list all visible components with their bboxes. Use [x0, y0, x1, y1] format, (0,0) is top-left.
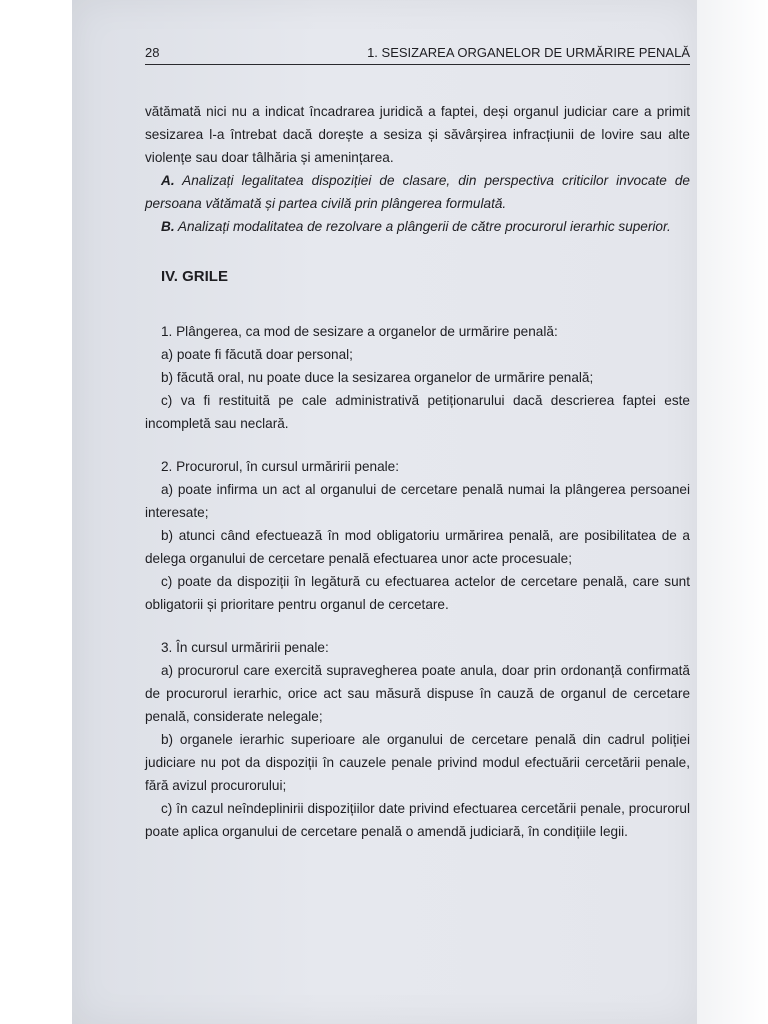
task-label: A. [161, 173, 175, 188]
running-header [145, 40, 690, 65]
page-number: 28 [145, 45, 160, 60]
intro-paragraph [145, 100, 690, 169]
intro-line: primit sesizarea l-a întrebat dacă dorește a sesiza și săvârșirea infracțiunii de lovire [145, 104, 690, 142]
task-text: Analizați modalitatea de rezolvare a plângerii de către procurorul ierarhic superior. [177, 219, 671, 234]
chapter-title: 1. SESIZAREA ORGANELOR DE URMĂRIRE PENALĂ [367, 45, 690, 60]
question-option: a) poate fi făcută doar personal; [161, 347, 353, 362]
intro-line: sau alte violențe sau doar tâlhăria și amenințarea. [145, 127, 690, 165]
question-title: 2. Procurorul, în cursul urmăririi penale: [161, 459, 399, 474]
question-title: 3. În cursul urmăririi penale: [161, 640, 329, 655]
question-option: b) organele ierarhic superioare ale organului de cercetare penală din cadrul poliției judiciare nu pot da dispoziții în cauzele penale privind modul efectuării cercetării penale, fără avizul procurorului; [145, 732, 690, 793]
task-b [145, 215, 690, 238]
page-content [145, 40, 690, 843]
question-option: c) poate da dispoziții în legătură cu efectuarea actelor de cercetare penală, care sunt obligatorii și prioritare pentru organul de cercetare. [145, 574, 690, 612]
task-a [145, 169, 690, 215]
question-title: 1. Plângerea, ca mod de sesizare a organelor de urmărire penală: [161, 324, 558, 339]
task-text: Analizați legalitatea dispoziției de clasare, din perspectiva criticilor invocate de persoana vătămată și partea civilă prin plângerea formulată. [145, 173, 690, 211]
question-option: b) atunci când efectuează în mod obligatoriu urmărirea penală, are posibilitatea de a delega organului de cercetare penală efectuarea unor acte procesuale; [145, 528, 690, 566]
question-option: a) procurorul care exercită supravegherea poate anula, doar prin ordonanță confirmată de procurorul ierarhic, orice act sau măsură dispuse în cauză de organul de cercetare penală, considerate nelegale; [145, 663, 690, 724]
question-option: c) în cazul neîndeplinirii dispozițiilor date privind efectuarea cercetării penale, procurorul poate aplica organului de cercetare penală o amendă judiciară, în condițiile legii. [145, 801, 690, 839]
page-margin-right [697, 0, 768, 1024]
question-option: b) făcută oral, nu poate duce la sesizarea organelor de urmărire penală; [161, 370, 594, 385]
intro-line: vătămată nici nu a indicat încadrarea juridică a faptei, deși organul judiciar care a [145, 104, 652, 119]
question-option: a) poate infirma un act al organului de cercetare penală numai la plângerea persoanei interesate; [145, 482, 690, 520]
task-label: B. [161, 219, 175, 234]
section-heading: IV. GRILE [161, 268, 228, 285]
question-option: c) va fi restituită pe cale administrativă petiționarului dacă descrierea faptei este incompletă sau neclară. [145, 393, 690, 431]
